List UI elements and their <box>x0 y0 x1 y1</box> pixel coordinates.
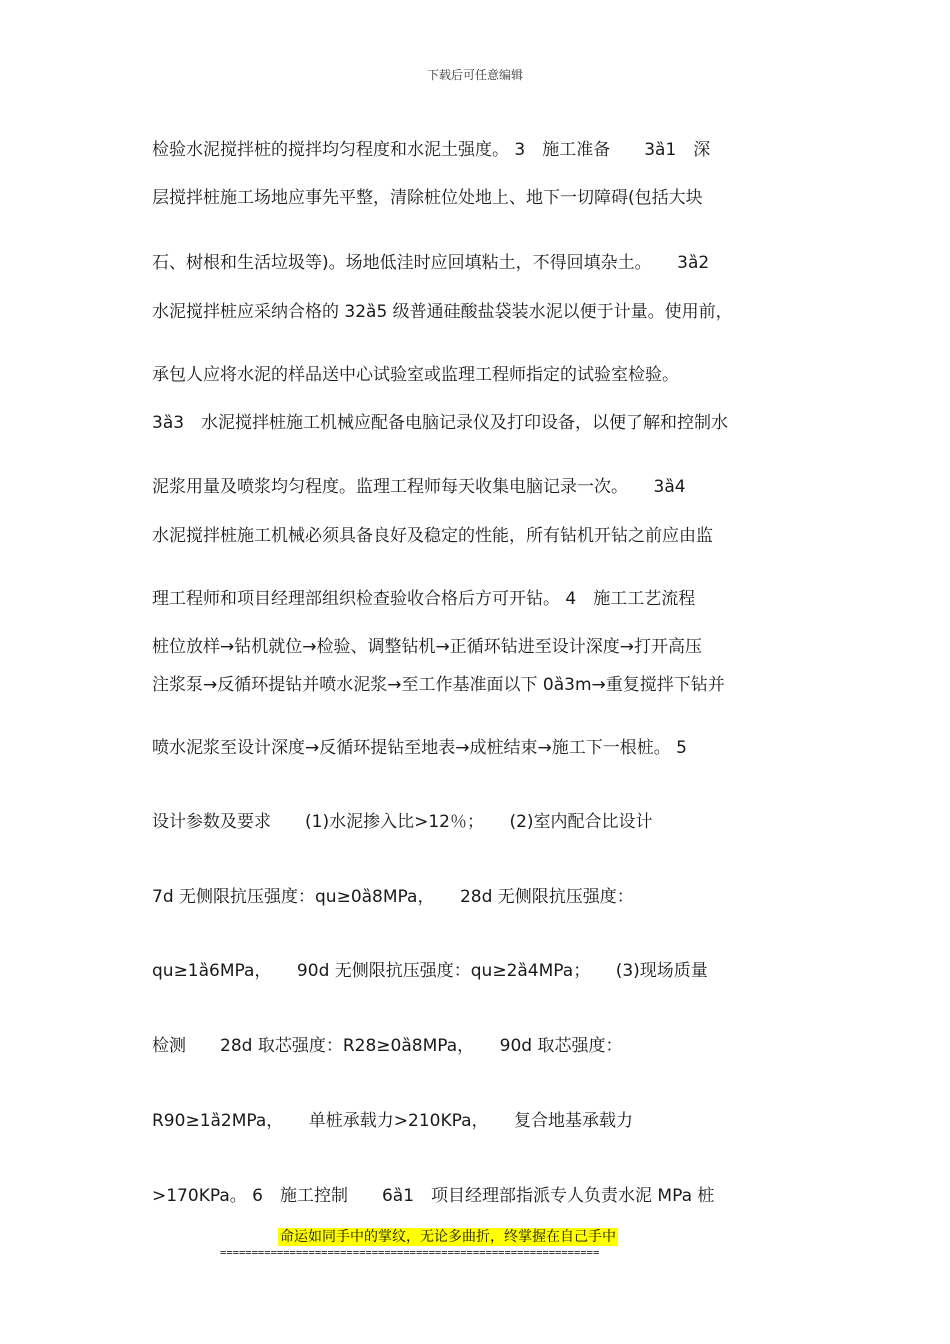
body-line-15: qu≥1ȁ6MPa， 90d 无侧限抗压强度：qu≥2ȁ4MPa； (3)现场质量 <box>152 961 708 981</box>
body-line-16: 检测 28d 取芯强度：R28≥0ȁ8MPa， 90d 取芯强度： <box>152 1036 623 1056</box>
body-line-12: 喷水泥浆至设计深度→反循环提钻至地表→成桩结束→施工下一根桩。 5 <box>152 738 687 758</box>
body-line-9: 理工程师和项目经理部组织检查验收合格后方可开钻。 4 施工工艺流程 <box>152 589 696 609</box>
page-header: 下载后可任意编辑 <box>426 68 523 82</box>
body-line-3: 石、树根和生活垃圾等)。场地低洼时应回填粘土，不得回填杂土。 3ȁ2 <box>152 253 710 273</box>
body-line-1: 检验水泥搅拌桩的搅拌均匀程度和水泥土强度。 3 施工准备 3ȁ1 深 <box>152 140 711 160</box>
body-line-2: 层搅拌桩施工场地应事先平整，清除桩位处地上、地下一切障碍(包括大块 <box>152 188 703 208</box>
footer-motto: 命运如同手中的掌纹，无论多曲折，终掌握在自己手中 <box>280 1229 616 1245</box>
body-line-5: 承包人应将水泥的样品送中心试验室或监理工程师指定的试验室检验。 <box>152 365 679 385</box>
body-line-7: 泥浆用量及喷浆均匀程度。监理工程师每天收集电脑记录一次。 3ȁ4 <box>152 477 686 497</box>
body-line-18: >170KPa。 6 施工控制 6ȁ1 项目经理部指派专人负责水泥 MPa 桩 <box>152 1186 715 1206</box>
footer-divider: ============================================================ <box>220 1247 600 1259</box>
body-line-10: 桩位放样→钻机就位→检验、调整钻机→正循环钻进至设计深度→打开高压 <box>152 637 702 657</box>
body-line-11: 注浆泵→反循环提钻并喷水泥浆→至工作基准面以下 0ȁ3m→重复搅拌下钻并 <box>152 675 725 695</box>
body-line-17: R90≥1ȁ2MPa， 单桩承载力>210KPa， 复合地基承载力 <box>152 1111 634 1131</box>
body-line-14: 7d 无侧限抗压强度：qu≥0ȁ8MPa， 28d 无侧限抗压强度： <box>152 887 634 907</box>
body-line-4: 水泥搅拌桩应采纳合格的 32ȁ5 级普通硅酸盐袋装水泥以便于计量。使用前， <box>152 302 733 322</box>
body-line-8: 水泥搅拌桩施工机械必须具备良好及稳定的性能，所有钻机开钻之前应由监 <box>152 526 713 546</box>
body-line-6: 3ȁ3 水泥搅拌桩施工机械应配备电脑记录仪及打印设备，以便了解和控制水 <box>152 413 729 433</box>
body-line-13: 设计参数及要求 (1)水泥掺入比>12％； (2)室内配合比设计 <box>152 812 653 832</box>
